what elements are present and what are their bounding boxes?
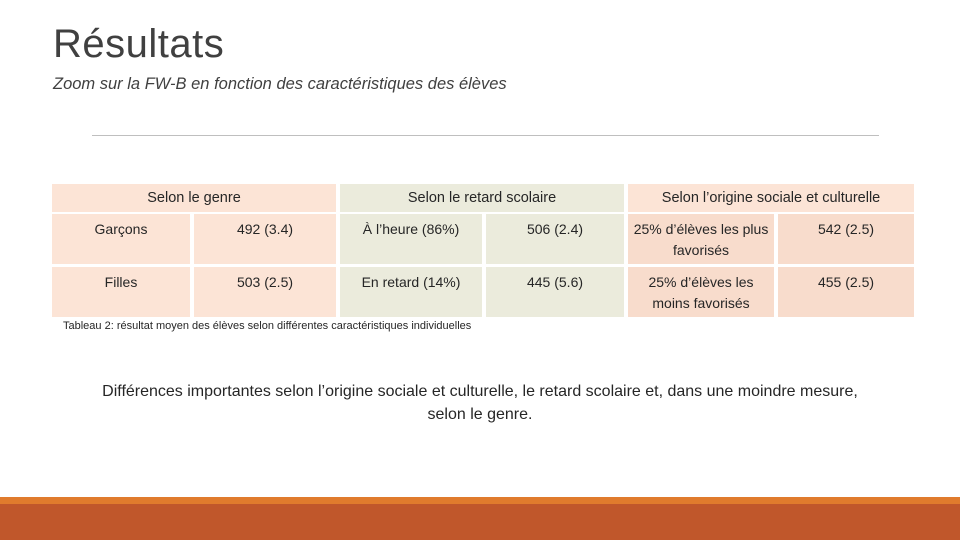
slide-title: Résultats	[53, 22, 225, 66]
genre-label-cell: Filles	[50, 266, 192, 318]
genre-value-cell: 503 (2.5)	[192, 266, 338, 318]
divider-line	[92, 135, 879, 136]
header-origine-sociale: Selon l’origine sociale et culturelle	[626, 184, 916, 213]
origine-label-cell: 25% d’élèves les plus favorisés	[626, 213, 776, 266]
header-retard-scolaire: Selon le retard scolaire	[338, 184, 626, 213]
retard-label-cell: En retard (14%)	[338, 266, 484, 318]
header-genre: Selon le genre	[50, 184, 338, 213]
genre-value-cell: 492 (3.4)	[192, 213, 338, 266]
genre-label-cell: Garçons	[50, 213, 192, 266]
retard-label-cell: À l’heure (86%)	[338, 213, 484, 266]
slide-subtitle: Zoom sur la FW-B en fonction des caractéristiques des élèves	[53, 75, 507, 93]
table-caption: Tableau 2: résultat moyen des élèves selon différentes caractéristiques individuelles	[63, 320, 472, 332]
table-row	[50, 213, 916, 266]
retard-value-cell: 445 (5.6)	[484, 266, 626, 318]
origine-label-cell: 25% d’élèves les moins favorisés	[626, 266, 776, 318]
retard-value-cell: 506 (2.4)	[484, 213, 626, 266]
origine-value-cell: 542 (2.5)	[776, 213, 916, 266]
table-row	[50, 266, 916, 318]
results-table	[48, 184, 918, 317]
footer-accent-stripe	[0, 497, 960, 504]
conclusion-text: Différences importantes selon l’origine sociale et culturelle, le retard scolaire et, dans une moindre mesure, selon le genre.	[102, 383, 858, 423]
origine-value-cell: 455 (2.5)	[776, 266, 916, 318]
table-header-row	[50, 184, 916, 213]
